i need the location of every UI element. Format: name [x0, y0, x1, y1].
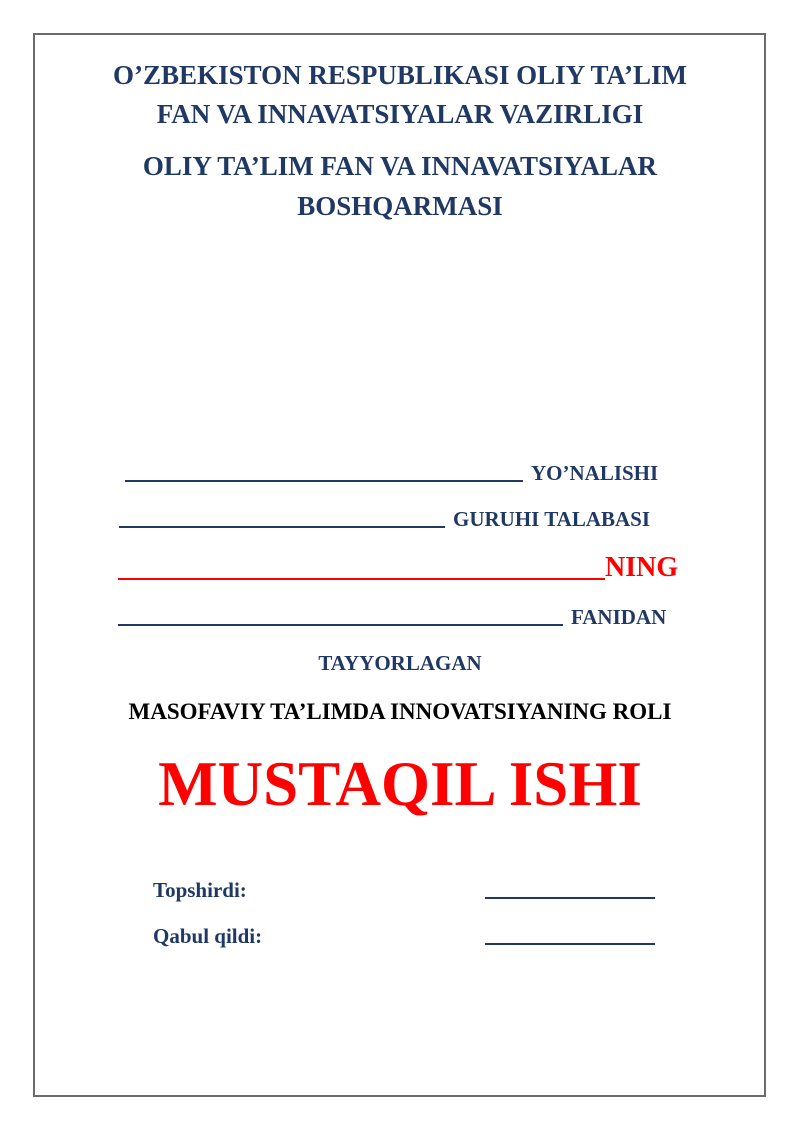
student-name-row [118, 552, 678, 584]
student-name-blank [118, 578, 605, 580]
subject-label: FANIDAN [571, 605, 667, 629]
direction-row [125, 460, 658, 486]
ministry-line-2: FAN VA INNAVATSIYALAR VAZIRLIGI [156, 99, 644, 129]
group-label: GURUHI TALABASI [453, 507, 651, 531]
submitted-label: Topshirdi: [153, 878, 247, 902]
topic-title: MASOFAVIY TA’LIMDA INNOVATSIYANING ROLI [128, 699, 672, 724]
work-title: MUSTAQIL ISHI [158, 749, 642, 819]
accepted-label: Qabul qildi: [153, 924, 263, 948]
submitted-blank [485, 897, 655, 899]
prepared-label: TAYYORLAGAN [318, 651, 482, 675]
ministry-line-1: O’ZBEKISTON RESPUBLIKASI OLIY TA’LIM [113, 60, 687, 90]
accepted-blank [485, 943, 655, 945]
department-line-1: OLIY TA’LIM FAN VA INNAVATSIYALAR [142, 151, 658, 181]
name-suffix: NING [605, 552, 679, 583]
accepted-row [153, 923, 655, 949]
department-line-2: BOSHQARMASI [297, 191, 503, 221]
subject-blank [118, 624, 563, 626]
subject-row [118, 604, 666, 630]
group-blank [119, 526, 445, 528]
direction-label: YO’NALISHI [531, 461, 659, 485]
group-row [119, 506, 650, 532]
submitted-row [153, 877, 655, 903]
direction-blank [125, 480, 523, 482]
